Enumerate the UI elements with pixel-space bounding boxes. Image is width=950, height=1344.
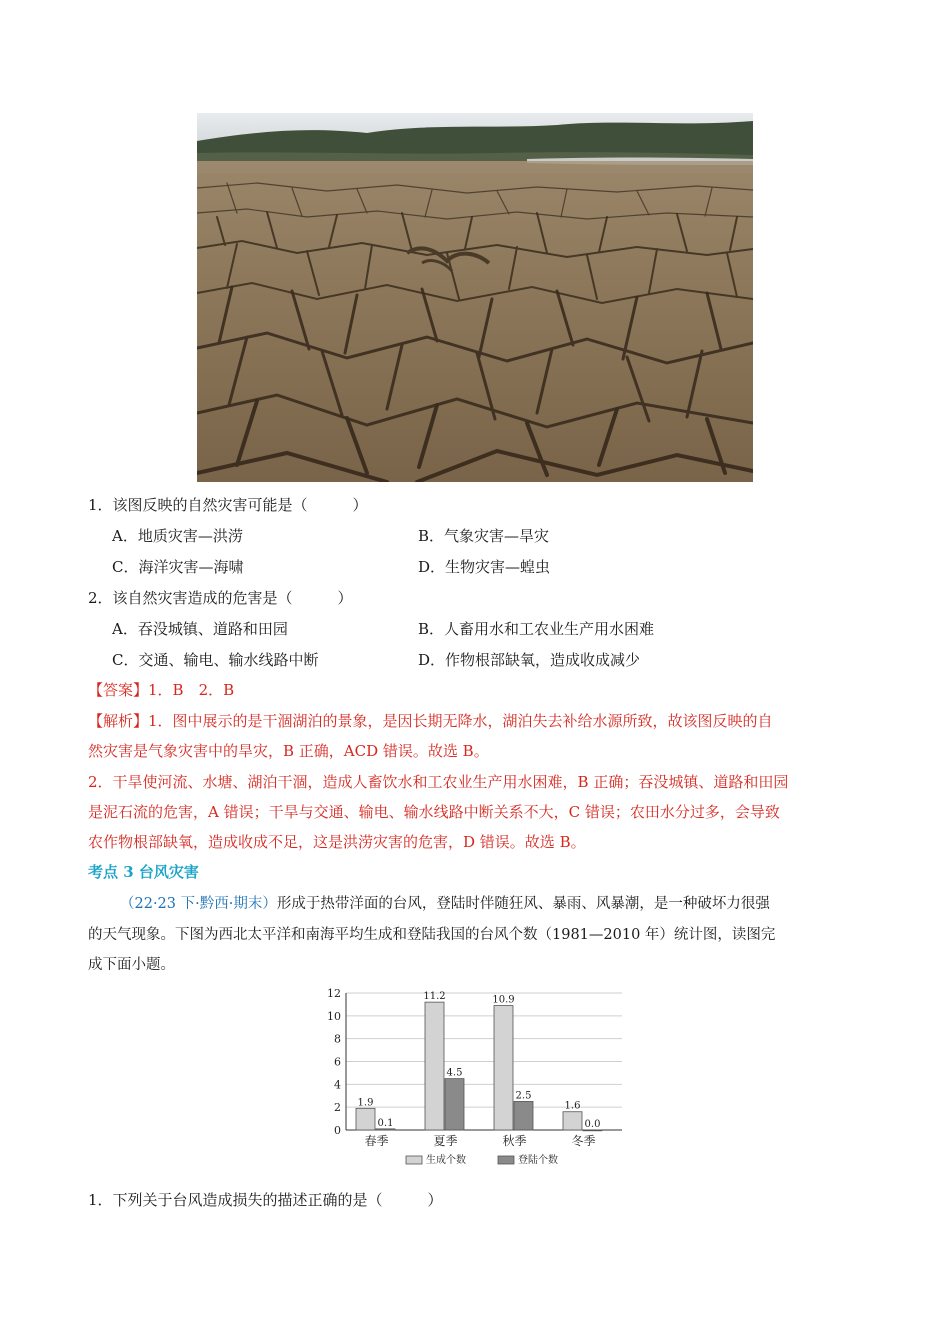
bar-generated [356, 1108, 375, 1130]
question-1-option-b: B．气象灾害—旱灾 [418, 527, 550, 545]
bar-landed [445, 1079, 464, 1130]
y-tick-label: 8 [334, 1032, 341, 1046]
data-label: 0.1 [377, 1117, 394, 1129]
analysis-line-4: 是泥石流的危害，A 错误；干旱与交通、输电、输水线路中断关系不大，C 错误；农田水分过多，会导致 [88, 803, 780, 821]
analysis-line-2: 然灾害是气象灾害中的旱灾，B 正确，ACD 错误。故选 B。 [88, 742, 489, 760]
question-1-option-c: C．海洋灾害—海啸 [112, 558, 244, 576]
x-tick-label: 春季 [364, 1134, 389, 1148]
y-tick-label: 2 [334, 1101, 341, 1115]
question-1-option-a: A．地质灾害—洪涝 [112, 527, 243, 545]
data-label: 1.6 [564, 1100, 581, 1112]
legend-label: 登陆个数 [518, 1155, 558, 1166]
data-label: 10.9 [492, 994, 515, 1006]
bar-generated [494, 1006, 513, 1130]
intro-text-1: 形成于热带洋面的台风，登陆时伴随狂风、暴雨、风暴潮，是一种破坏力很强 [276, 896, 770, 912]
analysis-line-1: 【解析】1．图中展示的是干涸湖泊的景象，是因长期无降水，湖泊失去补给水源所致，故该图反映的自 [88, 712, 773, 730]
question-2-option-c: C．交通、输电、输水线路中断 [112, 651, 319, 669]
section-heading: 考点 3 台风灾害 [88, 863, 199, 881]
y-tick-label: 10 [327, 1009, 341, 1023]
bar-landed [514, 1101, 533, 1130]
intro-source: （22·23 下·黔西·期末） [120, 896, 277, 912]
data-label: 4.5 [446, 1067, 463, 1079]
x-tick-label: 秋季 [502, 1134, 527, 1148]
typhoon-bar-chart [320, 985, 630, 1175]
bar-generated [563, 1112, 582, 1130]
data-label: 0.0 [584, 1119, 601, 1130]
question-2-option-d: D．作物根部缺氧，造成收成减少 [418, 651, 641, 669]
cracked-earth-image [197, 113, 753, 482]
intro-line-1 [120, 894, 770, 914]
bar-landed [583, 1130, 602, 1131]
question-2-option-b: B．人畜用水和工农业生产用水困难 [418, 620, 655, 638]
y-tick-label: 6 [334, 1055, 341, 1069]
y-tick-label: 4 [334, 1078, 341, 1092]
question-2-stem: 2．该自然灾害造成的危害是（ ） [88, 589, 353, 607]
intro-line-3: 成下面小题。 [88, 957, 175, 973]
y-tick-label: 0 [334, 1124, 341, 1137]
legend-swatch [498, 1156, 514, 1164]
y-tick-label: 12 [327, 987, 341, 1000]
bar-generated [425, 1002, 444, 1130]
data-label: 2.5 [515, 1090, 532, 1102]
question-1-option-d: D．生物灾害—蝗虫 [418, 558, 551, 576]
analysis-line-5: 农作物根部缺氧，造成收成不足，这是洪涝灾害的危害，D 错误。故选 B。 [88, 833, 586, 851]
answer-line: 【答案】1．B 2．B [88, 681, 235, 699]
dry-lake-photo [197, 113, 753, 482]
analysis-line-3: 2．干旱使河流、水塘、湖泊干涸，造成人畜饮水和工农业生产用水困难，B 正确；吞没城镇、道路和田园 [88, 773, 789, 791]
x-tick-label: 夏季 [433, 1134, 458, 1148]
legend-swatch [406, 1156, 422, 1164]
intro-line-2: 的天气现象。下图为西北太平洋和南海平均生成和登陆我国的台风个数（1981—2010 年）统计图，读图完 [88, 927, 776, 943]
data-label: 11.2 [423, 991, 446, 1003]
question-2-option-a: A．吞没城镇、道路和田园 [112, 620, 288, 638]
data-label: 1.9 [357, 1097, 374, 1109]
legend-label: 生成个数 [426, 1155, 466, 1166]
x-tick-label: 冬季 [571, 1134, 596, 1148]
question-3-stem: 1．下列关于台风造成损失的描述正确的是（ ） [88, 1191, 443, 1209]
bar-landed [376, 1129, 395, 1130]
question-1-stem: 1．该图反映的自然灾害可能是（ ） [88, 496, 368, 514]
